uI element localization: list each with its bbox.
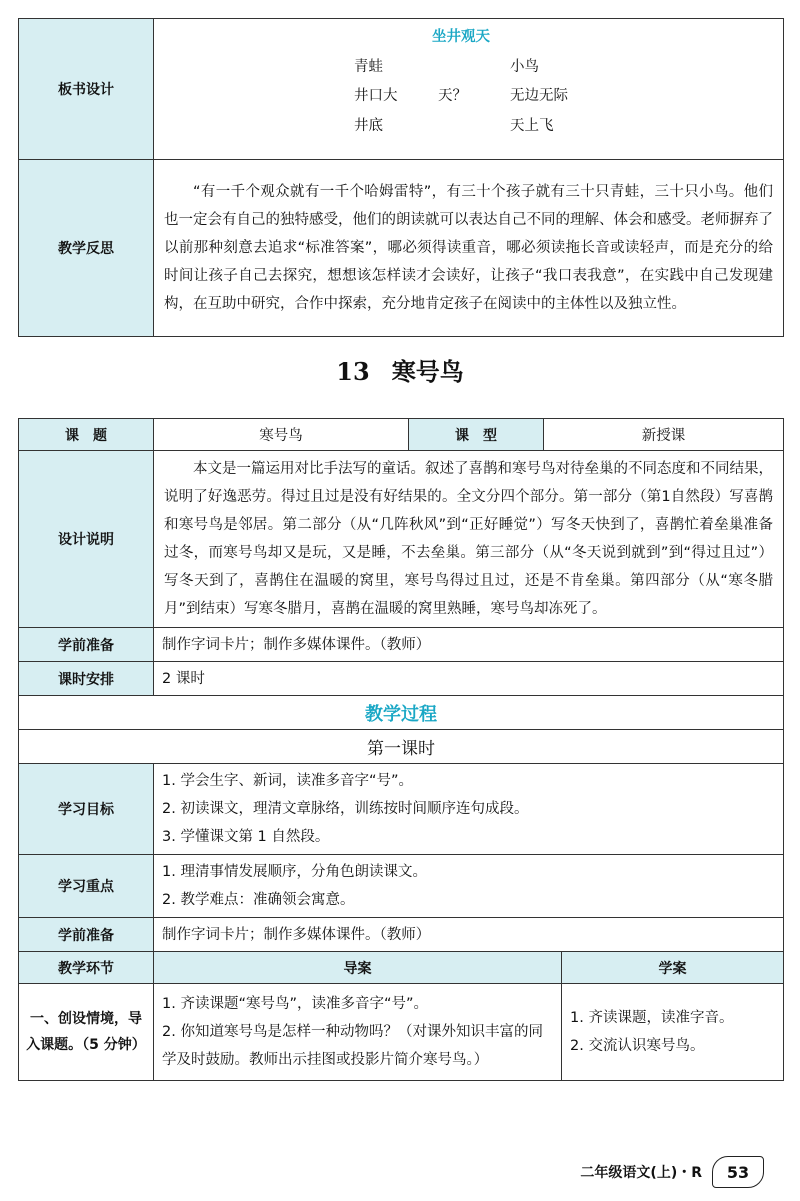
board-sky-question: 天？ xyxy=(438,88,467,104)
stage1-row xyxy=(19,984,784,1081)
guide-item: 1. 齐读课题“寒号鸟”，读准多音字“号”。 xyxy=(162,996,428,1012)
first-lesson-heading: 第一课时 xyxy=(19,730,784,764)
prep-text: 制作字词卡片；制作多媒体课件。（教师） xyxy=(154,628,784,662)
prep-label: 学前准备 xyxy=(19,628,154,662)
guide-cell xyxy=(154,984,562,1081)
board-sky-fly: 天上飞 xyxy=(510,118,554,134)
goal-item: 2. 初读课文，理清文章脉络，训练按时间顺序连句成段。 xyxy=(162,801,529,817)
key-point-item: 2. 教学难点：准确领会寓意。 xyxy=(162,892,355,908)
book-title: 二年级语文(上)・R xyxy=(580,1165,702,1181)
process-heading-row xyxy=(19,696,784,730)
col-stage-header: 教学环节 xyxy=(19,952,154,984)
goal-item: 1. 学会生字、新词，读准多音字“号”。 xyxy=(162,773,413,789)
topic-label: 课 题 xyxy=(19,419,154,451)
reflection-row xyxy=(19,160,784,337)
process-header-row xyxy=(19,952,784,984)
board-title: 坐井观天 xyxy=(432,29,490,45)
schedule-row xyxy=(19,662,784,696)
key-points-cell xyxy=(154,855,784,918)
design-label: 设计说明 xyxy=(19,451,154,628)
key-points-row xyxy=(19,855,784,918)
study-item: 2. 交流认识寒号鸟。 xyxy=(570,1038,705,1054)
topic-value: 寒号鸟 xyxy=(154,419,409,451)
board-well-bottom: 井底 xyxy=(354,118,383,134)
prep2-row xyxy=(19,918,784,952)
goals-label: 学习目标 xyxy=(19,764,154,855)
process-heading: 教学过程 xyxy=(19,696,784,730)
board-well-mouth: 井口大 xyxy=(354,88,398,104)
key-points-label: 学习重点 xyxy=(19,855,154,918)
lesson-title xyxy=(0,352,800,387)
col-guide-header: 导案 xyxy=(154,952,562,984)
design-text: 本文是一篇运用对比手法写的童话。叙述了喜鹊和寒号鸟对待垒巢的不同态度和不同结果，说明了好逸恶劳。得过且过是没有好结果的。全文分四个部分。第一部分（第1自然段）写喜鹊和寒号鸟是邻居。第二部分（从“几阵秋风”到“正好睡觉”）写冬天快到了，喜鹊忙着垒巢准备过冬，而寒号鸟却又是玩，又是睡，不去垒巢。第三部分（从“冬天说到就到”到“得过且过”）写冬天到了，喜鹊住在温暖的窝里，寒号鸟得过且过，还是不肯垒巢。第四部分（从“寒冬腊月”到结束）写寒冬腊月，喜鹊在温暖的窝里熟睡，寒号鸟却冻死了。 xyxy=(154,451,784,628)
lesson-number: 13 xyxy=(336,357,370,386)
board-frog: 青蛙 xyxy=(354,59,383,75)
first-lesson-row xyxy=(19,730,784,764)
study-item: 1. 齐读课题，读准字音。 xyxy=(570,1010,734,1026)
board-reflection-table xyxy=(18,18,784,337)
lesson-name: 寒号鸟 xyxy=(391,357,464,386)
col-study-header: 学案 xyxy=(562,952,784,984)
study-cell xyxy=(562,984,784,1081)
guide-item: 2. 你知道寒号鸟是怎样一种动物吗？（对课外知识丰富的同学及时鼓励。教师出示挂图或投影片简介寒号鸟。） xyxy=(162,1024,543,1068)
type-label: 课 型 xyxy=(409,419,544,451)
prep2-text: 制作字词卡片；制作多媒体课件。（教师） xyxy=(154,918,784,952)
board-design-label: 板书设计 xyxy=(19,19,154,160)
reflection-text: “有一千个观众就有一千个哈姆雷特”，有三十个孩子就有三十只青蛙，三十只小鸟。他们也一定会有自己的独特感受，他们的朗读就可以表达自己不同的理解、体会和感受。老师摒弃了以前那种刻意去追求“标准答案”，哪必须得读重音，哪必须读拖长音或读轻声，而是充分的给时间让孩子自己去探究，想想该怎样读才会读好，让孩子“我口表我意”，在实践中自己发现建构，在互助中研究，合作中探索，充分地肯定孩子在阅读中的主体性以及独立性。 xyxy=(154,160,784,337)
goal-item: 3. 学懂课文第 1 自然段。 xyxy=(162,829,330,845)
reflection-label: 教学反思 xyxy=(19,160,154,337)
stage1-label: 一、创设情境，导入课题。（5 分钟） xyxy=(19,984,154,1081)
page-number: 53 xyxy=(712,1156,764,1188)
board-design-cell xyxy=(154,19,784,160)
board-design-row xyxy=(19,19,784,160)
key-point-item: 1. 理清事情发展顺序，分角色朗读课文。 xyxy=(162,864,427,880)
goals-row xyxy=(19,764,784,855)
type-value: 新授课 xyxy=(544,419,784,451)
page-footer xyxy=(580,1156,764,1188)
prep2-label: 学前准备 xyxy=(19,918,154,952)
topic-row xyxy=(19,419,784,451)
board-boundless: 无边无际 xyxy=(510,88,568,104)
schedule-label: 课时安排 xyxy=(19,662,154,696)
schedule-text: 2 课时 xyxy=(154,662,784,696)
prep-row xyxy=(19,628,784,662)
board-bird: 小鸟 xyxy=(510,59,539,75)
lesson-plan-table xyxy=(18,418,784,1081)
design-row xyxy=(19,451,784,628)
goals-cell xyxy=(154,764,784,855)
